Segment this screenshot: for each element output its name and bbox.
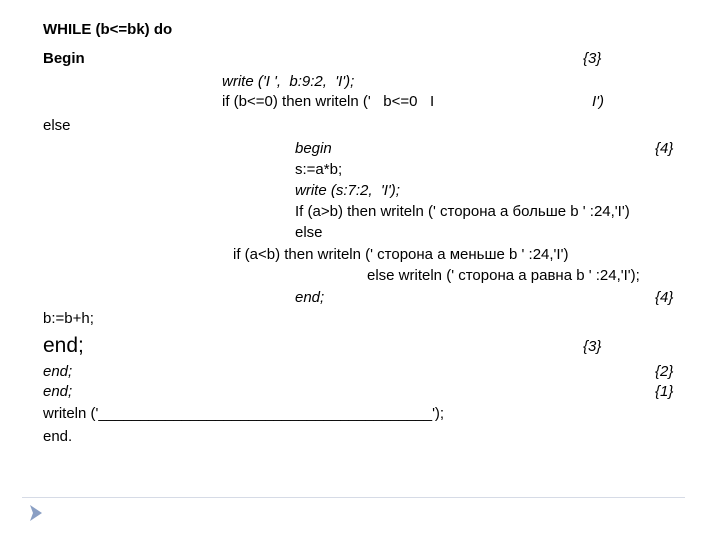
assign-s-line: s:=a*b; <box>295 161 343 178</box>
block-marker-3: {3} <box>583 50 602 67</box>
begin-line: Begin <box>43 50 85 67</box>
else-equal-line: else writeln (' сторона а равна b ' :24,'I'); <box>367 267 640 284</box>
end-line-2: end; <box>43 363 73 380</box>
else-inner-line: else <box>295 224 323 241</box>
while-line: WHILE (b<=bk) do <box>43 21 173 38</box>
block-marker-1: {1} <box>655 383 674 400</box>
inner-begin-line: begin <box>295 140 332 157</box>
program-end-line: end. <box>43 428 73 445</box>
block-marker-4-end: {4} <box>655 289 674 306</box>
write-s-line: write (s:7:2, 'I'); <box>295 182 400 199</box>
end-line-1: end; <box>43 383 73 400</box>
end-line-large: end; <box>43 334 84 357</box>
increment-b-line: b:=b+h; <box>43 310 94 327</box>
inner-end-line: end; <box>295 289 325 306</box>
block-marker-3-end: {3} <box>583 338 602 355</box>
else-line: else <box>43 117 71 134</box>
if-b-line: if (b<=0) then writeln (' b<=0 I <box>222 93 435 110</box>
write-line: write ('I ', b:9:2, 'I'); <box>222 73 355 90</box>
footer-divider <box>22 497 685 498</box>
slide-arrow-bullet-icon <box>30 505 42 521</box>
if-a-less-line: if (a<b) then writeln (' сторона а меньше b ' :24,'I') <box>233 246 569 263</box>
if-a-greater-line: If (a>b) then writeln (' сторона а больше b ' :24,'I') <box>295 203 630 220</box>
block-marker-4: {4} <box>655 140 674 157</box>
writeln-underscore-line: writeln ('________________________________________'); <box>43 405 445 422</box>
block-marker-2: {2} <box>655 363 674 380</box>
if-b-line-end: I') <box>592 93 605 110</box>
